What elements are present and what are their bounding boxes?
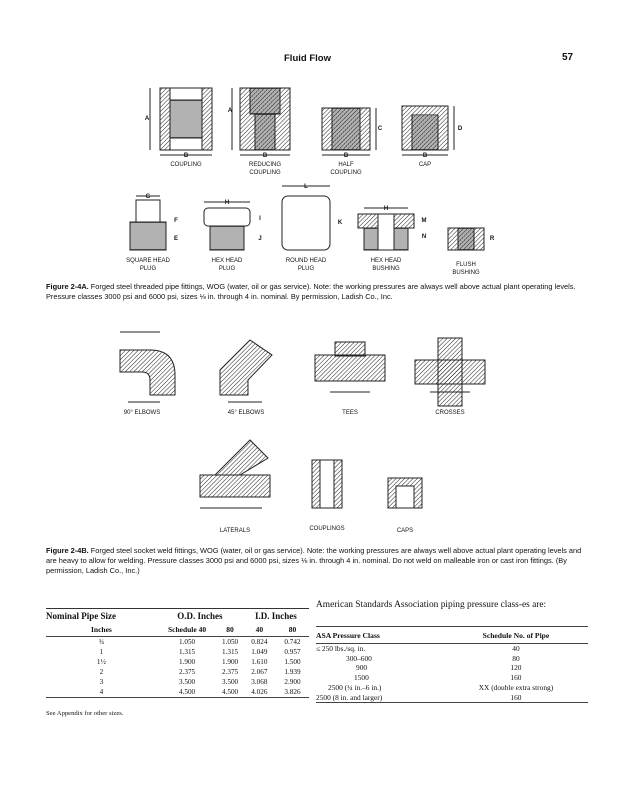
dim-label-k: K (337, 220, 343, 226)
asa-intro: American Standards Association piping pressure class-es are: (316, 600, 547, 610)
hex-head-bushing-drawing (358, 206, 427, 272)
table-row (316, 673, 588, 683)
cell: 1.315 (221, 648, 239, 656)
table-row (316, 663, 588, 673)
pipe-table-note: See Appendix for other sizes. (46, 710, 124, 717)
cell: 1.900 (221, 658, 239, 666)
dim-label-r: R (489, 236, 495, 242)
dim-label-a: A (144, 116, 150, 122)
pipe-size-table (46, 608, 309, 698)
lateral-drawing (200, 440, 270, 534)
cell: 3.500 (178, 678, 196, 686)
label-hex-bush-2: BUSHING (372, 266, 400, 272)
cell: 2.375 (178, 668, 196, 676)
subheader-id-40: 40 (255, 625, 264, 634)
label-elbows-45: 45° ELBOWS (227, 410, 265, 416)
label-round-2: PLUG (297, 266, 315, 272)
cell: 300–600 (346, 653, 372, 663)
subheader-od-80: 80 (226, 625, 234, 634)
figure-2-4a-caption-label: Figure 2-4A. (46, 282, 89, 291)
coupling-drawing (145, 88, 212, 168)
cell: 0.742 (284, 638, 301, 646)
label-coupling: COUPLING (170, 162, 202, 168)
round-head-plug-drawing (282, 184, 343, 272)
table-row (46, 687, 309, 698)
table-row (46, 637, 309, 648)
cell: 2.067 (251, 668, 268, 676)
label-couplings: COUPLINGS (309, 526, 345, 532)
cell: 900 (356, 663, 368, 673)
table-row (46, 677, 309, 687)
dim-label-f: F (174, 218, 178, 224)
label-reducing-1: REDUCING (248, 162, 282, 168)
figure-2-4b-caption (46, 546, 586, 577)
table-row (316, 654, 588, 664)
cell: 2.900 (284, 678, 301, 686)
label-crosses: CROSSES (435, 410, 465, 416)
cell: ¾ (98, 638, 105, 646)
cell: 2500 (¼ in.–6 in.) (328, 682, 382, 692)
figure-2-4a-caption-text: Forged steel threaded pipe fittings, WOG (water, oil or gas service). Note: the working pressures are always well above actual plant operating levels. Pressure classes 3000 psi and 6000 psi, sizes ⅛ in. through 4 in. nominal. By permission, Ladish Co., Inc. (46, 282, 576, 302)
cell: 160 (510, 673, 522, 683)
cell: 1.050 (178, 638, 196, 646)
page-number: 57 (562, 52, 574, 63)
cell: 1 (99, 648, 104, 656)
dim-label-g: G (145, 194, 151, 200)
label-elbows-90: 90° ELBOWS (123, 410, 161, 416)
cell: 40 (512, 644, 520, 653)
dim-label-h: H (224, 200, 230, 206)
table-row (316, 683, 588, 693)
tee-drawing (315, 342, 385, 416)
cell: 160 (444, 693, 588, 703)
label-square-2: PLUG (139, 266, 157, 272)
table-row (316, 693, 588, 703)
reducing-coupling-drawing (228, 88, 290, 176)
label-half-2: COUPLING (330, 170, 362, 176)
cell: 1.315 (178, 648, 196, 656)
cell: 0.957 (284, 648, 301, 656)
figure-2-4a-caption (46, 282, 586, 302)
elbow-45-drawing (220, 340, 272, 416)
label-half-1: HALF (338, 162, 354, 168)
label-hex-plug-2: PLUG (218, 266, 236, 272)
cell: XX (double extra strong) (478, 682, 554, 692)
table-row (46, 667, 309, 677)
table-row (46, 657, 309, 667)
figure-2-4b-caption-text: Forged steel socket weld fittings, WOG (water, oil or gas service). Note: the working pressures are always well above actual plant operating levels and are heavy to allow for welding. Pressure classes 3000 psi and 6000 psi, sizes ⅛ in. through 4 in. nominal. Do not weld on malleable iron or cast iron fittings. (By permission, Ladish Co., Inc.) (46, 546, 582, 576)
cross-drawing (415, 338, 485, 416)
dim-label-n: N (421, 234, 427, 240)
header-od: O.D. Inches (177, 611, 223, 621)
subheader-od-40: Schedule 40 (167, 625, 207, 634)
dim-label-b4: B (422, 153, 428, 159)
dim-label-e: E (173, 236, 179, 242)
cell: 1.050 (221, 638, 239, 646)
dim-label-i: I (259, 216, 261, 222)
header-nominal: Nominal Pipe Size (46, 611, 116, 621)
dim-label-b: B (183, 153, 189, 159)
cell: 3.068 (251, 678, 268, 686)
cell: 1½ (96, 658, 106, 666)
half-coupling-drawing (322, 108, 383, 176)
square-head-plug-drawing (126, 194, 178, 272)
cell: 4.500 (221, 688, 239, 696)
asa-header-class: ASA Pressure Class (316, 627, 444, 644)
asa-header-schedule: Schedule No. of Pipe (444, 627, 588, 644)
cell: ≤ 250 lbs./sq. in. (316, 644, 366, 653)
cell: 1.900 (178, 658, 196, 666)
hex-head-plug-drawing (204, 200, 262, 272)
dim-label-l: L (304, 184, 308, 190)
cell: 2.375 (221, 668, 239, 676)
label-hex-bush-1: HEX HEAD (370, 258, 402, 264)
cell: 120 (510, 663, 522, 673)
flush-bushing-drawing (448, 228, 495, 276)
label-flush-1: FLUSH (456, 262, 476, 268)
label-cap: CAP (418, 162, 432, 168)
cell: 80 (512, 653, 520, 663)
socket-cap-drawing (388, 478, 422, 534)
asa-pressure-table (316, 626, 588, 703)
cell: 4.500 (178, 688, 196, 696)
socket-coupling-drawing (309, 460, 344, 532)
subheader-inches: Inches (91, 625, 112, 634)
cell: 0.824 (251, 638, 268, 646)
label-round-1: ROUND HEAD (285, 258, 327, 264)
label-laterals: LATERALS (219, 528, 251, 534)
figure-2-4b-caption-label: Figure 2-4B. (46, 546, 89, 555)
elbow-90-drawing (120, 332, 175, 416)
label-square-1: SQUARE HEAD (126, 258, 170, 264)
table-row (316, 644, 588, 654)
label-hex-plug-1: HEX HEAD (211, 258, 243, 264)
dim-label-d: D (457, 126, 463, 132)
subheader-id-80: 80 (288, 625, 297, 634)
figure-2-4a (0, 0, 619, 300)
dim-label-b3: B (343, 153, 349, 159)
label-caps: CAPS (396, 528, 414, 534)
dim-label-b2: B (262, 153, 268, 159)
dim-label-h2: H (383, 206, 389, 212)
label-flush-2: BUSHING (452, 270, 480, 276)
cell: 1.500 (284, 658, 301, 666)
header-id: I.D. Inches (255, 611, 297, 621)
cell: 1500 (354, 673, 369, 683)
dim-label-j: J (258, 236, 262, 242)
label-reducing-2: COUPLING (249, 170, 281, 176)
dim-label-a2: A (227, 108, 233, 114)
dim-label-c: C (377, 126, 383, 132)
figure-2-4b (0, 310, 619, 545)
label-tees: TEES (342, 410, 358, 416)
cell: 1.939 (284, 668, 301, 676)
cell: 1.610 (251, 658, 268, 666)
cell: 2 (99, 668, 104, 676)
cell: 3.500 (221, 678, 239, 686)
cell: 3.826 (284, 688, 301, 696)
cell: 4 (99, 688, 104, 696)
dim-label-m: M (421, 218, 427, 224)
cell: 2500 (8 in. and larger) (316, 693, 444, 703)
cell: 4.026 (251, 688, 268, 696)
cap-drawing (402, 106, 463, 168)
table-row (46, 647, 309, 657)
running-header-title: Fluid Flow (284, 53, 331, 64)
cell: 3 (99, 678, 104, 686)
cell: 1.049 (251, 648, 268, 656)
